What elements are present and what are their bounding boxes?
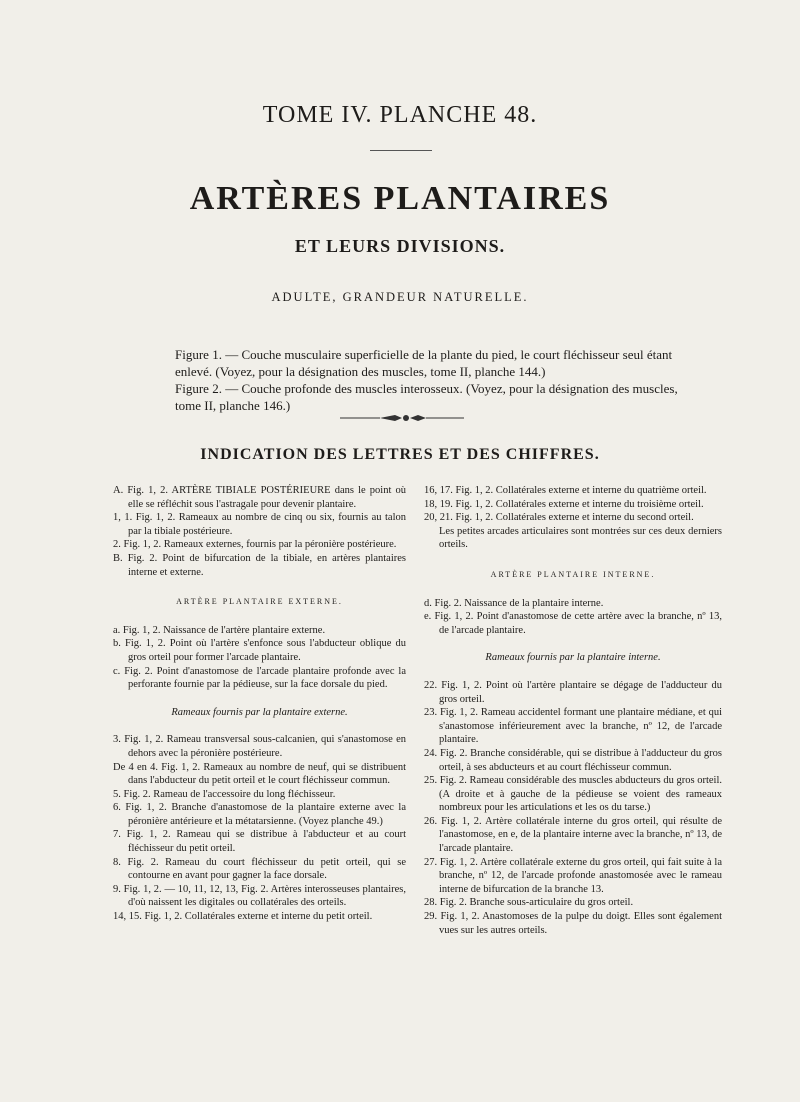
subsection-heading: Rameaux fournis par la plantaire externe. [171,706,348,718]
legend-entry: 29. Fig. 1, 2. Anastomoses de la pulpe du doigt. Elles sont également vues sur les autres orteils. [424,911,722,936]
legend-entry: 5. Fig. 2. Rameau de l'accessoire du long fléchisseur. [113,788,336,800]
divider-rule [370,150,432,151]
page-subtitle: ET LEURS DIVISIONS. [294,236,506,256]
legend-entry: 8. Fig. 2. Rameau du court fléchisseur du petit orteil, qui se contourne en avant pour gagner la face dorsale. [113,856,406,882]
right-column [424,484,722,937]
legend-entry: 20, 21. Fig. 1, 2. Collatérales externe et interne du second orteil. [424,512,694,524]
legend-entry: A. Fig. 1, 2. ARTÈRE TIBIALE POSTÉRIEURE dans le point où elle se réfléchit sous l'astragale pour devenir plantaire. [113,485,406,510]
plate-number: TOME IV. PLANCHE 48. [262,102,538,128]
legend-entry: 6. Fig. 1, 2. Branche d'anastomose de la plantaire externe avec la péronière antérieure et la métatarsienne. (Voyez planche 49.) [113,802,406,827]
legend-entry: 16, 17. Fig. 1, 2. Collatérales externe et interne du quatrième orteil. [424,485,707,496]
legend-entry: d. Fig. 2. Naissance de la plantaire interne. [424,597,604,609]
legend-entry: 28. Fig. 2. Branche sous-articulaire du gros orteil. [424,897,634,909]
legend-entry: 27. Fig. 1, 2. Artère collatérale externe du gros orteil, qui fait suite à la branche, nº 12, de l'arcade profonde anastomosée avec le rameau interne de bifurcation de la branche 13. [424,856,722,895]
legend-entry: b. Fig. 1, 2. Point où l'artère s'enfonce sous l'abducteur oblique du gros orteil pour former l'arcade plantaire. [113,638,406,663]
legend-entry: 18, 19. Fig. 1, 2. Collatérales externe et interne du troisième orteil. [424,498,704,510]
legend-entry: 3. Fig. 1, 2. Rameau transversal sous-calcanien, qui s'anastomose en dehors avec la péronière postérieure. [113,734,406,759]
legend-entry: c. Fig. 2. Point d'anastomose de l'arcade plantaire profonde avec la perforante fournie par la pédieuse, sur la face dorsale du pied. [113,665,406,691]
section-heading: ARTÈRE PLANTAIRE EXTERNE. [176,597,343,607]
figure-caption: Figure 2. — Couche profonde des muscles interosseux. (Voyez, pour la désignation des muscles, tome II, planche 146.) [175,381,678,413]
section-heading: ARTÈRE PLANTAIRE INTERNE. [490,569,656,579]
legend-entry: 9. Fig. 1, 2. — 10, 11, 12, 13, Fig. 2. Artères interosseuses plantaires, d'où naissent les digitales ou collatérales des orteils. [113,883,406,909]
legend-entry: 14, 15. Fig. 1, 2. Collatérales externe et interne du petit orteil. [113,911,373,923]
legend-entry: B. Fig. 2. Point de bifurcation de la tibiale, en artères plantaires interne et externe. [113,552,406,578]
legend-entry: a. Fig. 1, 2. Naissance de l'artère plantaire externe. [113,624,326,636]
legend-entry: 26. Fig. 1, 2. Artère collatérale interne du gros orteil, qui résulte de l'anastomose, en e, de la plantaire interne avec la branche, nº 13, de l'arcade plantaire. [424,815,722,855]
legend-entry: 24. Fig. 2. Branche considérable, qui se distribue à l'adducteur du gros orteil, à ses abducteurs et au court fléchisseur commun. [424,747,722,773]
legend-entry: 7. Fig. 1, 2. Rameau qui se distribue à l'abducteur et au court fléchisseur du petit orteil. [113,829,406,855]
legend-entry: 23. Fig. 1, 2. Rameau accidentel formant une plantaire médiane, et qui s'anastomose inférieurement avec la branche, nº 12, de l'arcade plantaire. [424,707,722,746]
specimen-note: ADULTE, GRANDEUR NATURELLE. [271,290,529,304]
legend-entry: 2. Fig. 1, 2. Rameaux externes, fournis par la péronière postérieure. [113,539,397,551]
legend-entry: 1, 1. Fig. 1, 2. Rameaux au nombre de cinq ou six, fournis au talon par la tibiale postérieure. [113,512,406,537]
left-column [113,484,406,924]
figure-caption: Figure 1. — Couche musculaire superficielle de la plante du pied, le court fléchisseur seul étant enlevé. (Voyez, pour la désignation des muscles, tome II, planche 144.) [175,347,673,379]
legend-entry: 25. Fig. 2. Rameau considérable des muscles abducteurs du gros orteil. (A droite et à gauche de la pédieuse se voient des rameaux nombreux pour les articulations et les os du tarse.) [424,775,723,814]
legend-entry: De 4 en 4. Fig. 1, 2. Rameaux au nombre de neuf, qui se distribuent dans l'abducteur du petit orteil et le court fléchisseur commun. [113,761,406,787]
page-title: ARTÈRES PLANTAIRES [189,180,611,217]
figure-captions [175,346,695,414]
subsection-heading: Rameaux fournis par la plantaire interne. [485,652,661,664]
section-title: INDICATION DES LETTRES ET DES CHIFFRES. [200,446,600,463]
legend-entry: 22. Fig. 1, 2. Point où l'artère plantaire se dégage de l'adducteur du gros orteil. [424,679,722,705]
note-text: Les petites arcades articulaires sont montrées sur ces deux derniers orteils. [439,525,722,551]
legend-entry: e. Fig. 1, 2. Point d'anastomose de cette artère avec la branche, nº 13, de l'arcade plantaire. [424,611,722,636]
ornament-divider [340,411,464,425]
